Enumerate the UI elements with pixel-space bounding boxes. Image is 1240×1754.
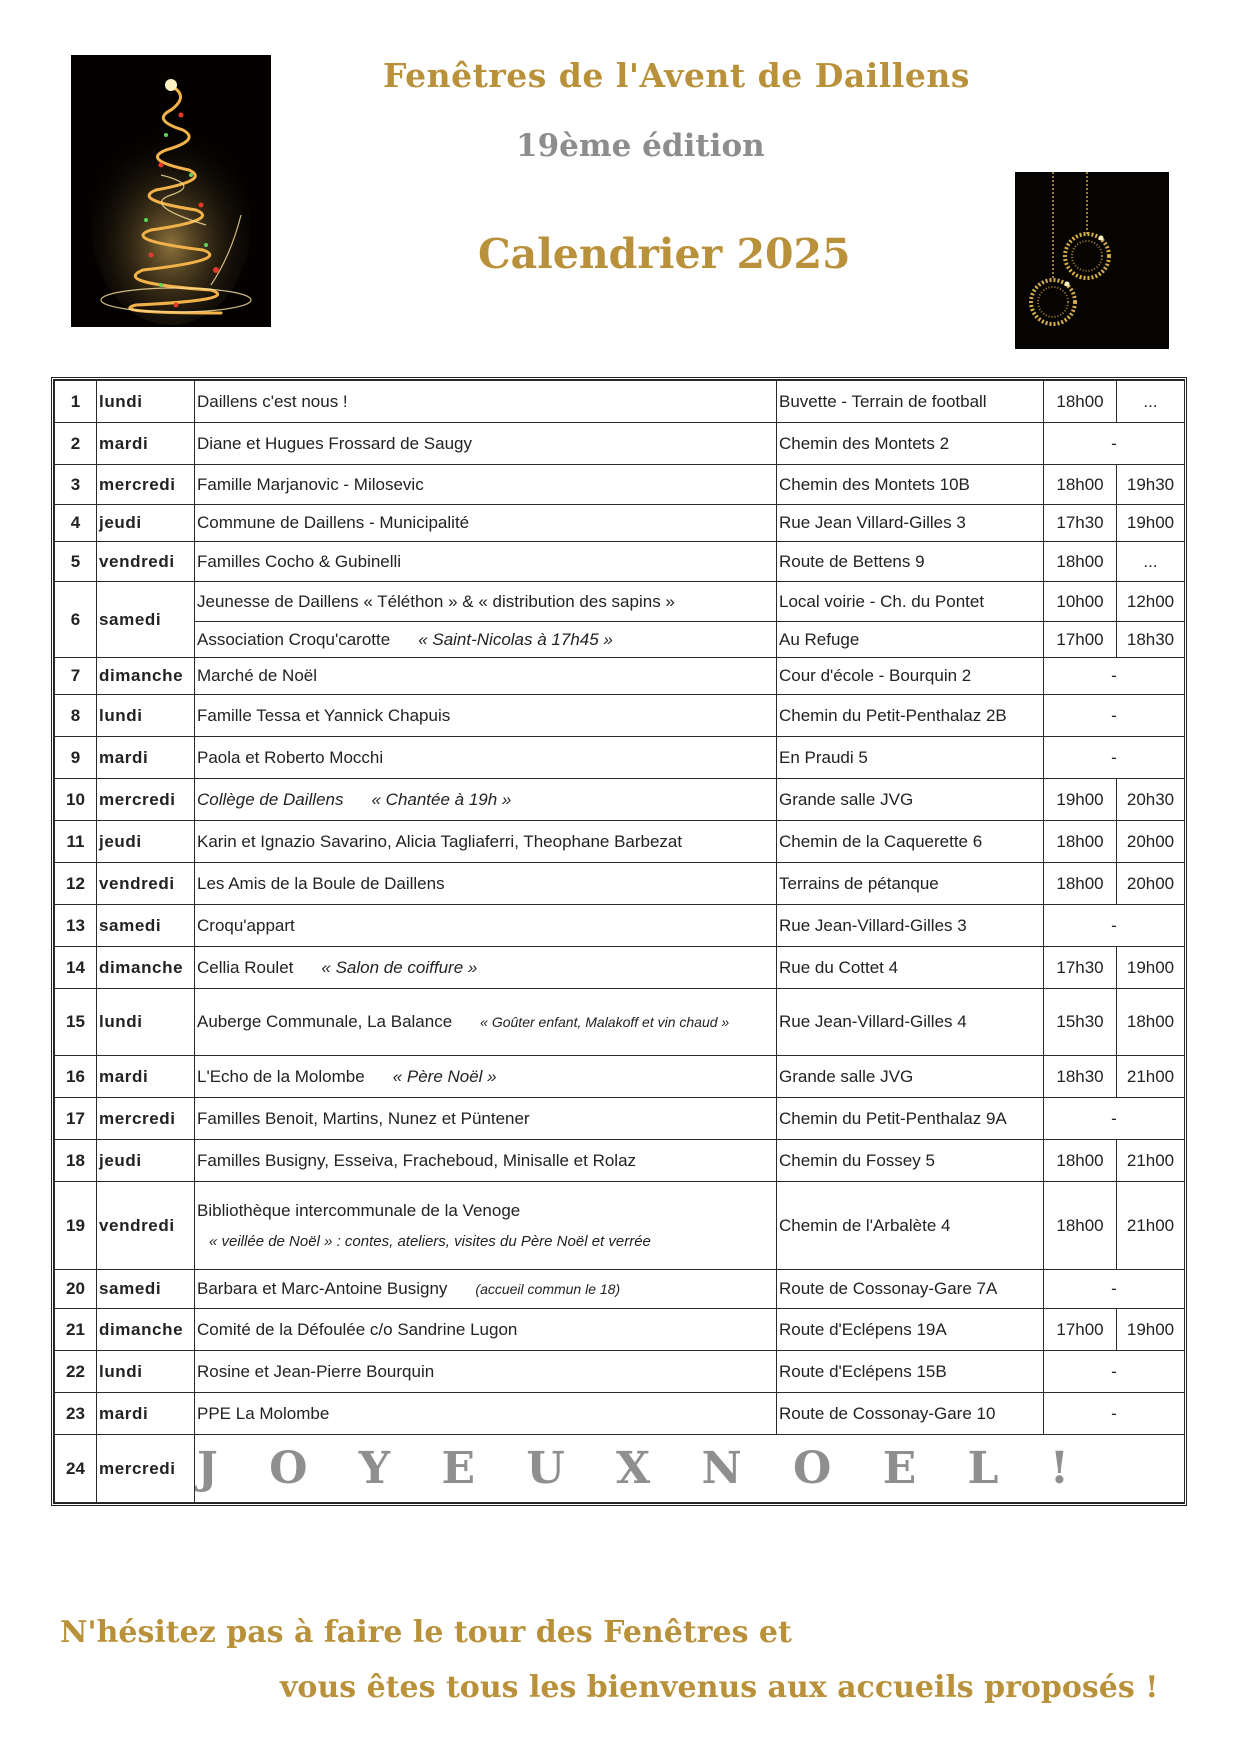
host-cell bbox=[195, 779, 777, 821]
host-name: Karin et Ignazio Savarino, Alicia Tagliaferri, Theophane Barbezat bbox=[197, 831, 683, 851]
calendar-row bbox=[55, 1182, 1185, 1270]
end-time: 21h00 bbox=[1117, 1182, 1185, 1270]
host-name: Rosine et Jean-Pierre Bourquin bbox=[197, 1361, 435, 1381]
host-cell bbox=[195, 1056, 777, 1098]
day-number: 3 bbox=[55, 465, 97, 505]
end-time: 12h00 bbox=[1117, 582, 1185, 622]
host-name: Famille Marjanovic - Milosevic bbox=[197, 474, 424, 494]
calendar-row bbox=[55, 821, 1185, 863]
host-name: Familles Benoit, Martins, Nunez et Püntener bbox=[197, 1108, 530, 1128]
address: Cour d'école - Bourquin 2 bbox=[777, 658, 1044, 695]
day-number: 17 bbox=[55, 1098, 97, 1140]
day-number: 8 bbox=[55, 695, 97, 737]
calendar-row bbox=[55, 779, 1185, 821]
day-number: 16 bbox=[55, 1056, 97, 1098]
weekday: lundi bbox=[97, 989, 195, 1056]
start-time: 18h00 bbox=[1044, 542, 1117, 582]
golden-baubles-image bbox=[1015, 172, 1169, 349]
host-cell bbox=[195, 1351, 777, 1393]
address: Route d'Eclépens 15B bbox=[777, 1351, 1044, 1393]
times-none: - bbox=[1044, 905, 1185, 947]
calendar-row bbox=[55, 1435, 1185, 1503]
start-time: 18h00 bbox=[1044, 381, 1117, 423]
event-note: « Goûter enfant, Malakoff et vin chaud » bbox=[480, 1014, 730, 1030]
host-cell bbox=[195, 947, 777, 989]
weekday: vendredi bbox=[97, 863, 195, 905]
times-none: - bbox=[1044, 1393, 1185, 1435]
host-name: Marché de Noël bbox=[197, 666, 318, 685]
weekday: mardi bbox=[97, 737, 195, 779]
host-name: Barbara et Marc-Antoine Busigny bbox=[197, 1279, 448, 1298]
host-cell bbox=[195, 1140, 777, 1182]
weekday: mercredi bbox=[97, 1435, 195, 1503]
times-none: - bbox=[1044, 1098, 1185, 1140]
weekday: vendredi bbox=[97, 542, 195, 582]
address: Au Refuge bbox=[777, 622, 1044, 658]
host-name: L'Echo de la Molombe bbox=[197, 1066, 365, 1086]
address: Buvette - Terrain de football bbox=[777, 381, 1044, 423]
calendar-row bbox=[55, 737, 1185, 779]
host-cell bbox=[195, 1098, 777, 1140]
end-time: ... bbox=[1117, 381, 1185, 423]
day-number: 19 bbox=[55, 1182, 97, 1270]
start-time: 17h00 bbox=[1044, 622, 1117, 658]
start-time: 18h00 bbox=[1044, 821, 1117, 863]
host-cell bbox=[195, 381, 777, 423]
christmas-tree-image bbox=[71, 55, 271, 327]
host-cell bbox=[195, 658, 777, 695]
weekday: mardi bbox=[97, 423, 195, 465]
address: Route de Cossonay-Gare 7A bbox=[777, 1270, 1044, 1309]
host-name: Association Croqu'carotte bbox=[197, 629, 391, 649]
address: Rue Jean-Villard-Gilles 4 bbox=[777, 989, 1044, 1056]
host-cell bbox=[195, 1182, 777, 1270]
day-number: 9 bbox=[55, 737, 97, 779]
edition-label: 19ème édition bbox=[516, 128, 765, 164]
host-cell bbox=[195, 423, 777, 465]
host-name: Jeunesse de Daillens « Téléthon » & « distribution des sapins » bbox=[197, 591, 675, 611]
event-note: « Père Noël » bbox=[392, 1066, 497, 1086]
address: Local voirie - Ch. du Pontet bbox=[777, 582, 1044, 622]
end-time: 19h00 bbox=[1117, 1309, 1185, 1351]
weekday: samedi bbox=[97, 1270, 195, 1309]
day-number: 23 bbox=[55, 1393, 97, 1435]
host-name: Familles Cocho & Gubinelli bbox=[197, 551, 402, 571]
calendar-row bbox=[55, 505, 1185, 542]
day-number: 20 bbox=[55, 1270, 97, 1309]
calendar-row bbox=[55, 863, 1185, 905]
day-number: 7 bbox=[55, 658, 97, 695]
host-name: Familles Busigny, Esseiva, Fracheboud, Minisalle et Rolaz bbox=[197, 1150, 637, 1170]
start-time: 17h30 bbox=[1044, 505, 1117, 542]
address: Chemin du Petit-Penthalaz 2B bbox=[777, 695, 1044, 737]
address: Grande salle JVG bbox=[777, 1056, 1044, 1098]
end-time: 19h30 bbox=[1117, 465, 1185, 505]
start-time: 15h30 bbox=[1044, 989, 1117, 1056]
weekday: dimanche bbox=[97, 1309, 195, 1351]
day-number: 1 bbox=[55, 381, 97, 423]
times-none: - bbox=[1044, 658, 1185, 695]
event-note: « veillée de Noël » : contes, ateliers, visites du Père Noël et verrée bbox=[209, 1232, 651, 1250]
host-cell bbox=[195, 989, 777, 1056]
host-name: Croqu'appart bbox=[197, 915, 295, 935]
address: Chemin des Montets 2 bbox=[777, 423, 1044, 465]
address: En Praudi 5 bbox=[777, 737, 1044, 779]
host-cell bbox=[195, 863, 777, 905]
start-time: 17h30 bbox=[1044, 947, 1117, 989]
start-time: 18h00 bbox=[1044, 465, 1117, 505]
calendar-row bbox=[55, 989, 1185, 1056]
host-name: Collège de Daillens bbox=[197, 789, 344, 809]
calendar-row bbox=[55, 1056, 1185, 1098]
address: Route de Bettens 9 bbox=[777, 542, 1044, 582]
weekday: mardi bbox=[97, 1056, 195, 1098]
end-time: 20h30 bbox=[1117, 779, 1185, 821]
address: Grande salle JVG bbox=[777, 779, 1044, 821]
day-number: 15 bbox=[55, 989, 97, 1056]
host-cell bbox=[195, 622, 777, 658]
start-time: 18h00 bbox=[1044, 863, 1117, 905]
host-cell bbox=[195, 542, 777, 582]
start-time: 10h00 bbox=[1044, 582, 1117, 622]
calendar-row bbox=[55, 1393, 1185, 1435]
start-time: 18h30 bbox=[1044, 1056, 1117, 1098]
footer-line-1: N'hésitez pas à faire le tour des Fenêtres et bbox=[60, 1615, 792, 1650]
calendar-row bbox=[55, 542, 1185, 582]
address: Terrains de pétanque bbox=[777, 863, 1044, 905]
host-cell bbox=[195, 905, 777, 947]
end-time: 18h30 bbox=[1117, 622, 1185, 658]
host-name: Paola et Roberto Mocchi bbox=[197, 747, 384, 767]
host-cell bbox=[195, 582, 777, 622]
calendar-heading: Calendrier 2025 bbox=[478, 230, 851, 278]
calendar-row bbox=[55, 905, 1185, 947]
day-number: 21 bbox=[55, 1309, 97, 1351]
end-time: 18h00 bbox=[1117, 989, 1185, 1056]
host-name: Les Amis de la Boule de Daillens bbox=[197, 873, 445, 893]
calendar-row bbox=[55, 1351, 1185, 1393]
calendar-row bbox=[55, 465, 1185, 505]
calendar-row bbox=[55, 695, 1185, 737]
address: Chemin de la Caquerette 6 bbox=[777, 821, 1044, 863]
event-note: (accueil commun le 18) bbox=[475, 1281, 621, 1297]
footer-line-2: vous êtes tous les bienvenus aux accueils proposés ! bbox=[280, 1670, 1159, 1705]
host-cell bbox=[195, 465, 777, 505]
host-name: Bibliothèque intercommunale de la Venoge bbox=[197, 1200, 521, 1220]
weekday: samedi bbox=[97, 582, 195, 658]
address: Chemin du Fossey 5 bbox=[777, 1140, 1044, 1182]
day-number: 12 bbox=[55, 863, 97, 905]
weekday: mercredi bbox=[97, 465, 195, 505]
weekday: mercredi bbox=[97, 1098, 195, 1140]
day-number: 24 bbox=[55, 1435, 97, 1503]
day-number: 2 bbox=[55, 423, 97, 465]
times-none: - bbox=[1044, 737, 1185, 779]
calendar-row bbox=[55, 381, 1185, 423]
day-number: 6 bbox=[55, 582, 97, 658]
day-number: 5 bbox=[55, 542, 97, 582]
weekday: jeudi bbox=[97, 505, 195, 542]
host-name: Daillens c'est nous ! bbox=[197, 391, 348, 411]
weekday: dimanche bbox=[97, 947, 195, 989]
start-time: 18h00 bbox=[1044, 1140, 1117, 1182]
event-note: « Chantée à 19h » bbox=[371, 789, 512, 809]
address: Rue du Cottet 4 bbox=[777, 947, 1044, 989]
weekday: jeudi bbox=[97, 821, 195, 863]
host-cell bbox=[195, 1309, 777, 1351]
calendar-row bbox=[55, 947, 1185, 989]
host-name: Commune de Daillens - Municipalité bbox=[197, 513, 470, 532]
host-name: Famille Tessa et Yannick Chapuis bbox=[197, 705, 451, 725]
day-number: 10 bbox=[55, 779, 97, 821]
address: Chemin des Montets 10B bbox=[777, 465, 1044, 505]
weekday: mercredi bbox=[97, 779, 195, 821]
calendar-row bbox=[55, 582, 1185, 622]
address: Chemin de l'Arbalète 4 bbox=[777, 1182, 1044, 1270]
day-number: 14 bbox=[55, 947, 97, 989]
weekday: lundi bbox=[97, 695, 195, 737]
end-time: 19h00 bbox=[1117, 947, 1185, 989]
event-note: « Saint-Nicolas à 17h45 » bbox=[418, 629, 613, 649]
document-title: Fenêtres de l'Avent de Daillens bbox=[383, 56, 970, 95]
address: Chemin du Petit-Penthalaz 9A bbox=[777, 1098, 1044, 1140]
start-time: 18h00 bbox=[1044, 1182, 1117, 1270]
day-number: 4 bbox=[55, 505, 97, 542]
end-time: 20h00 bbox=[1117, 863, 1185, 905]
end-time: 19h00 bbox=[1117, 505, 1185, 542]
end-time: 20h00 bbox=[1117, 821, 1185, 863]
weekday: samedi bbox=[97, 905, 195, 947]
calendar-row bbox=[55, 423, 1185, 465]
host-cell bbox=[195, 1270, 777, 1309]
calendar-row bbox=[55, 1309, 1185, 1351]
start-time: 19h00 bbox=[1044, 779, 1117, 821]
day-number: 18 bbox=[55, 1140, 97, 1182]
times-none: - bbox=[1044, 423, 1185, 465]
times-none: - bbox=[1044, 1270, 1185, 1309]
day-number: 13 bbox=[55, 905, 97, 947]
host-cell bbox=[195, 1393, 777, 1435]
calendar-row bbox=[55, 658, 1185, 695]
calendar-row bbox=[55, 1270, 1185, 1309]
calendar-row bbox=[55, 1098, 1185, 1140]
address: Route de Cossonay-Gare 10 bbox=[777, 1393, 1044, 1435]
event-note: « Salon de coiffure » bbox=[321, 957, 478, 977]
end-time: 21h00 bbox=[1117, 1140, 1185, 1182]
weekday: lundi bbox=[97, 1351, 195, 1393]
day-number: 22 bbox=[55, 1351, 97, 1393]
address: Rue Jean Villard-Gilles 3 bbox=[777, 505, 1044, 542]
calendar-row bbox=[55, 622, 1185, 658]
host-name: Cellia Roulet bbox=[197, 957, 294, 977]
address: Rue Jean-Villard-Gilles 3 bbox=[777, 905, 1044, 947]
end-time: ... bbox=[1117, 542, 1185, 582]
weekday: dimanche bbox=[97, 658, 195, 695]
host-cell bbox=[195, 821, 777, 863]
host-cell bbox=[195, 737, 777, 779]
start-time: 17h00 bbox=[1044, 1309, 1117, 1351]
weekday: vendredi bbox=[97, 1182, 195, 1270]
day-number: 11 bbox=[55, 821, 97, 863]
host-name: Auberge Communale, La Balance bbox=[197, 1012, 453, 1031]
weekday: lundi bbox=[97, 381, 195, 423]
host-name: Comité de la Défoulée c/o Sandrine Lugon bbox=[197, 1319, 518, 1339]
calendar-row bbox=[55, 1140, 1185, 1182]
end-time: 21h00 bbox=[1117, 1056, 1185, 1098]
times-none: - bbox=[1044, 1351, 1185, 1393]
joyeux-noel-greeting: J O Y E U X N O E L ! bbox=[195, 1435, 1185, 1503]
times-none: - bbox=[1044, 695, 1185, 737]
host-cell bbox=[195, 505, 777, 542]
host-cell bbox=[195, 695, 777, 737]
advent-calendar-table bbox=[51, 377, 1187, 1506]
weekday: jeudi bbox=[97, 1140, 195, 1182]
host-name: PPE La Molombe bbox=[197, 1403, 330, 1423]
weekday: mardi bbox=[97, 1393, 195, 1435]
address: Route d'Eclépens 19A bbox=[777, 1309, 1044, 1351]
host-name: Diane et Hugues Frossard de Saugy bbox=[197, 433, 472, 453]
